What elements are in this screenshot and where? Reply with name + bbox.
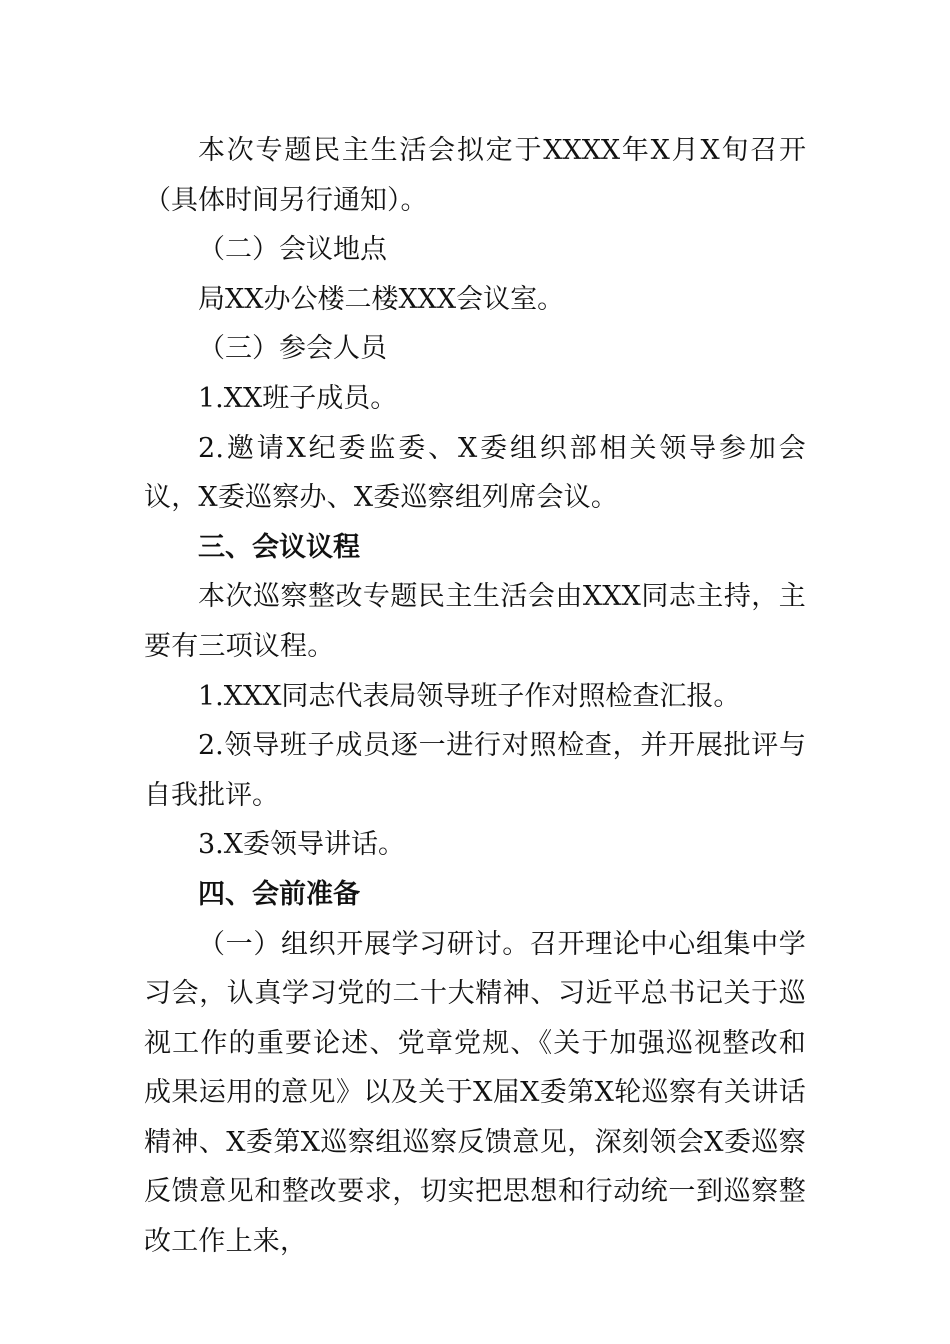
paragraph-study-discussion: （一）组织开展学习研讨。召开理论中心组集中学习会，认真学习党的二十大精神、习近平总书记关于巡视工作的重要论述、党章党规、《关于加强巡视整改和成果运用的意见》以及关于X届X委第X轮巡察有关讲话精神、X委第X巡察组巡察反馈意见，深刻领会X委巡察反馈意见和整改要求，切实把思想和行动统一到巡察整改工作上来， [144,928,806,1258]
paragraph-meeting-time: 本次专题民主生活会拟定于XXXX年X月X旬召开（具体时间另行通知）。 [144,135,806,216]
list-item-attendees-2: 2.邀请X纪委监委、X委组织部相关领导参加会议，X委巡察办、X委巡察组列席会议。 [144,432,806,514]
section-meeting-location-heading: （二）会议地点 [198,234,387,266]
paragraph-meeting-location: 局XX办公楼二楼XXX会议室。 [198,283,565,315]
section-preparation-heading: 四、会前准备 [198,878,360,910]
section-attendees-heading: （三）参会人员 [198,333,387,365]
list-item-agenda-2: 2.领导班子成员逐一进行对照检查，并开展批评与自我批评。 [144,730,806,811]
document-body [144,126,806,1267]
list-item-agenda-3: 3.X委领导讲话。 [198,829,405,861]
list-item-attendees-1: 1.XX班子成员。 [198,382,398,414]
section-agenda-heading: 三、会议议程 [198,531,360,563]
paragraph-agenda-intro: 本次巡察整改专题民主生活会由XXX同志主持，主要有三项议程。 [144,581,806,662]
list-item-agenda-1: 1.XXX同志代表局领导班子作对照检查汇报。 [198,680,741,712]
